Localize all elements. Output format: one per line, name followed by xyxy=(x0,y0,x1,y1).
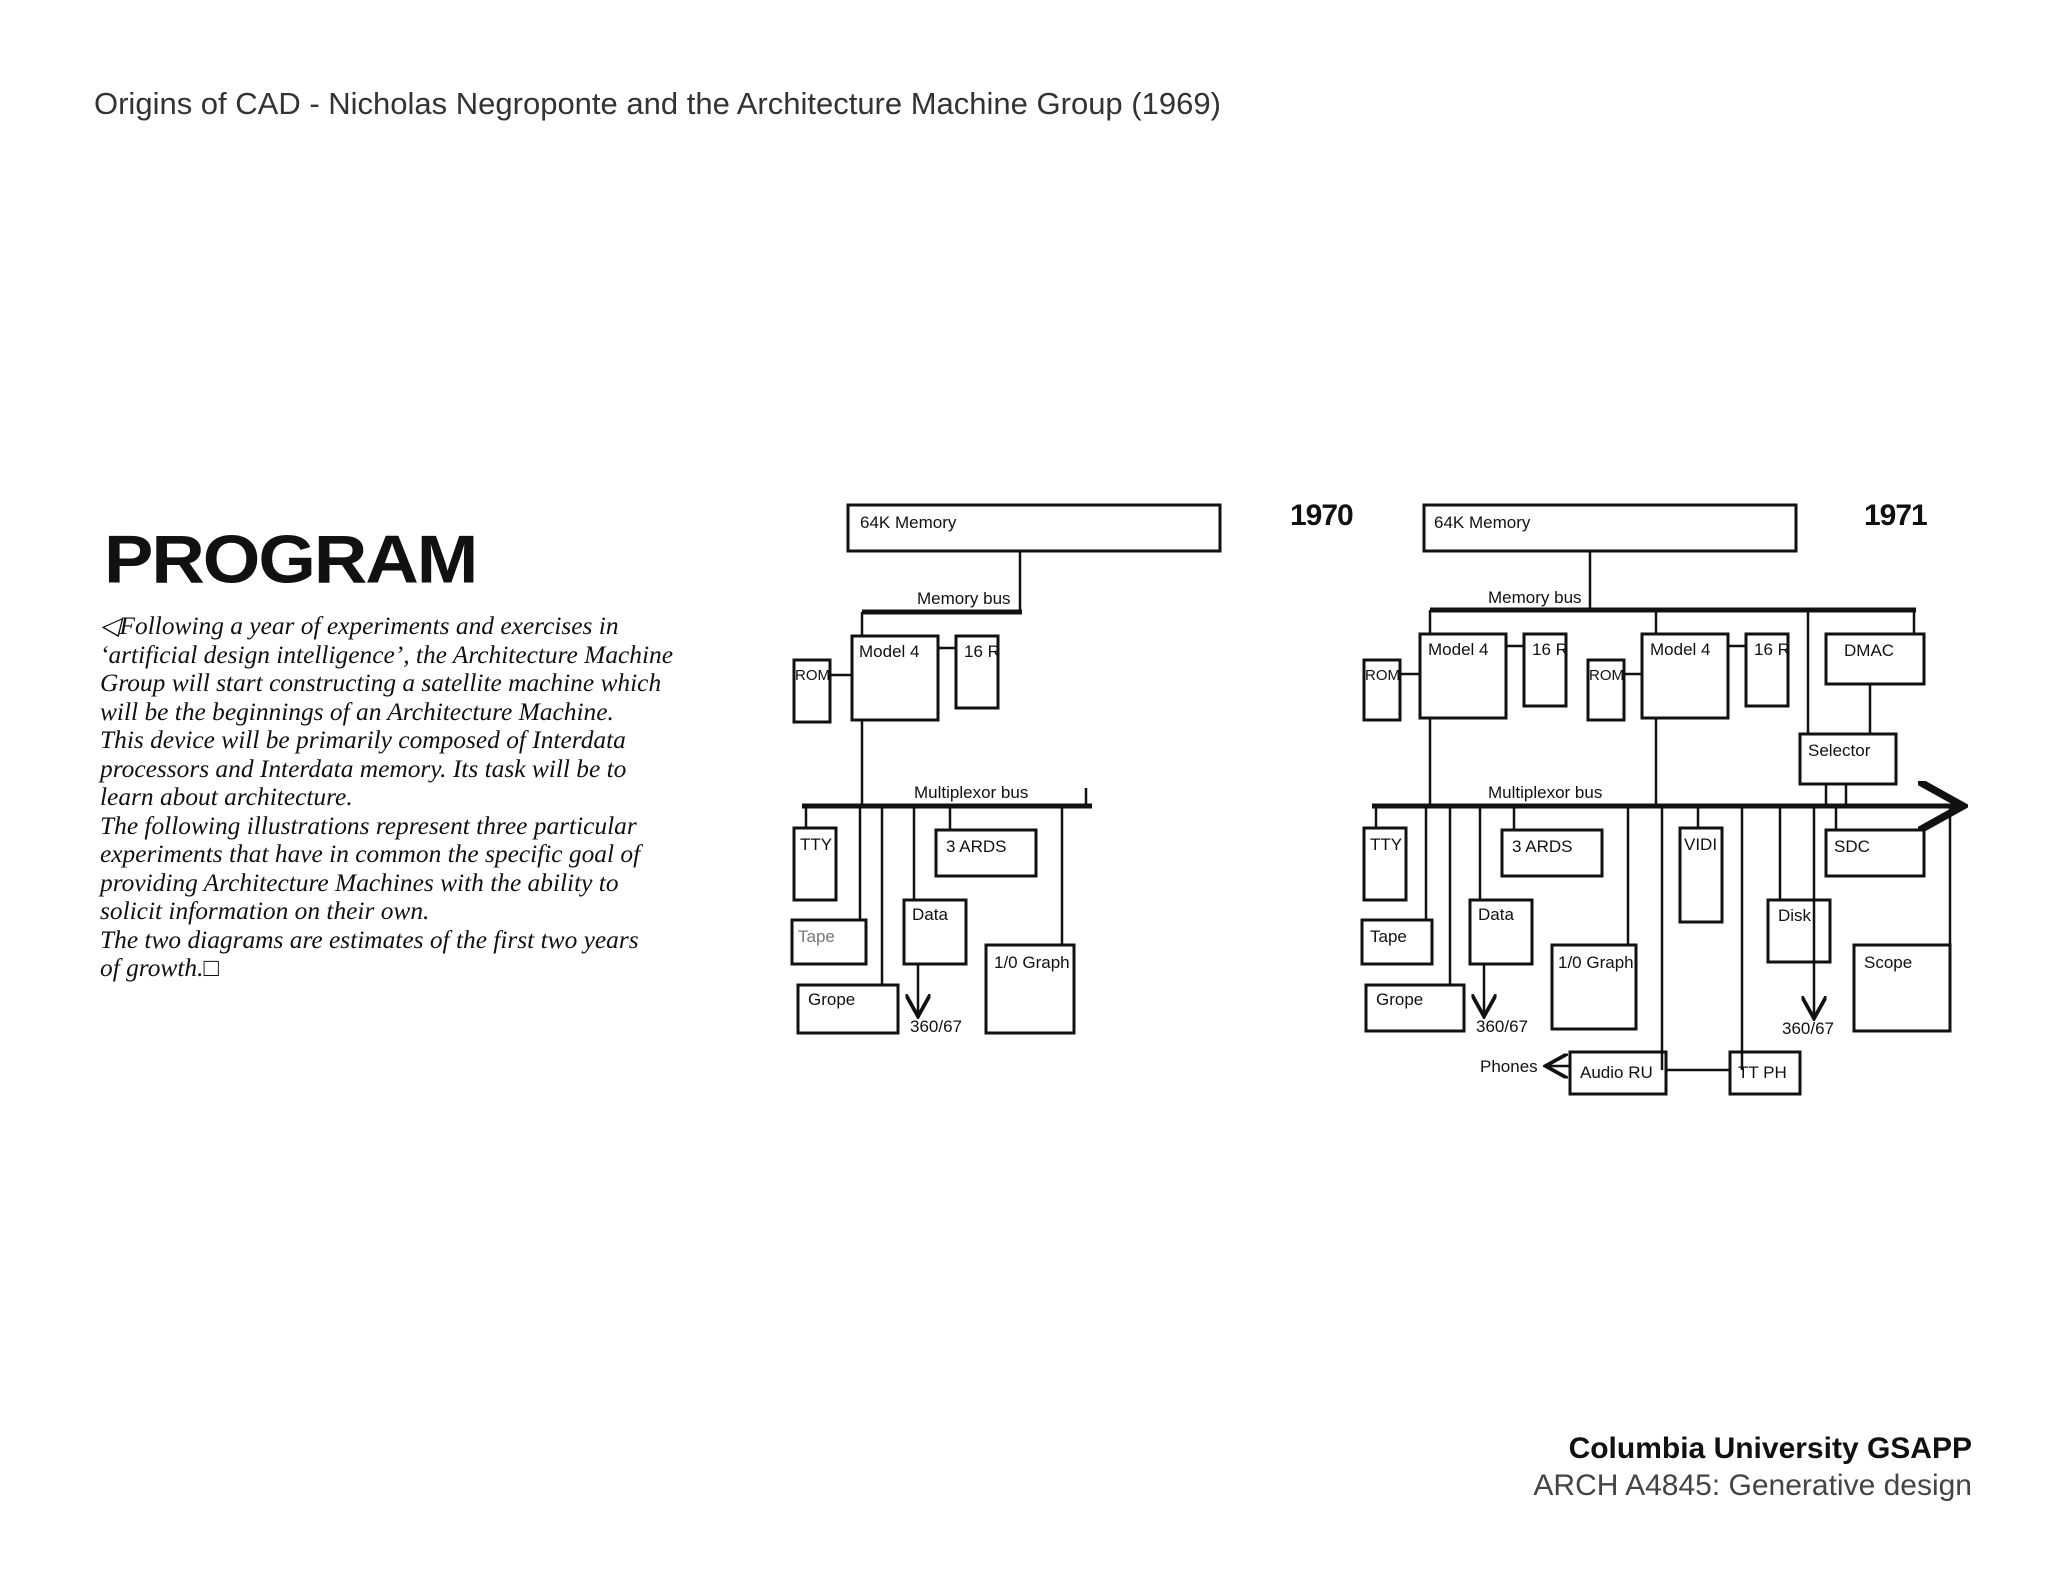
memory-label: 64K Memory xyxy=(860,513,957,532)
memory-label: 64K Memory xyxy=(1434,513,1531,532)
mainframe-a-label: 360/67 xyxy=(1476,1017,1528,1036)
rom-b-label: ROM xyxy=(1589,667,1624,684)
rom-a-label: ROM xyxy=(1365,667,1400,684)
mainframe-b-label: 360/67 xyxy=(1782,1019,1834,1038)
grope-label: Grope xyxy=(808,990,856,1009)
mux-bus-label: Multiplexor bus xyxy=(1488,783,1603,802)
program-line: learn about architecture. xyxy=(100,783,353,811)
footer-organization: Columbia University GSAPP xyxy=(1568,1432,1972,1465)
tty-label: TTY xyxy=(800,835,833,854)
graph-label: 1/0 Graph xyxy=(994,953,1070,972)
year-label-1971: 1971 xyxy=(1864,499,1927,532)
model4-a-label: Model 4 xyxy=(1428,640,1489,659)
program-line: will be the beginnings of an Architecture Machine. xyxy=(100,697,614,726)
tape-label: Tape xyxy=(798,927,835,946)
program-line: This device will be primarily composed of Interdata xyxy=(100,726,626,754)
diagram-1970 xyxy=(792,499,1353,1036)
program-line: ‘artificial design intelligence’, the Architecture Machine xyxy=(100,640,673,669)
ards-label: 3 ARDS xyxy=(946,837,1007,856)
program-line: Group will start constructing a satellite machine which xyxy=(100,669,662,697)
mux-bus-label: Multiplexor bus xyxy=(914,783,1029,802)
mainframe-label: 360/67 xyxy=(910,1017,962,1036)
grope-label: Grope xyxy=(1376,990,1424,1009)
program-line: of growth.□ xyxy=(100,954,219,982)
memory-bus-label: Memory bus xyxy=(1488,588,1582,607)
register-a-label: 16 R xyxy=(1532,640,1568,659)
year-label-1970: 1970 xyxy=(1290,499,1353,532)
slide-title: Origins of CAD - Nicholas Negroponte and the Architecture Machine Group (1969) xyxy=(94,86,1221,121)
data-label: Data xyxy=(1478,905,1514,924)
tty-label: TTY xyxy=(1370,835,1403,854)
sdc-label: SDC xyxy=(1834,837,1870,856)
program-line: providing Architecture Machines with the ability to xyxy=(100,868,619,897)
ards-label: 3 ARDS xyxy=(1512,837,1573,856)
graph-label: 1/0 Graph xyxy=(1558,953,1634,972)
rom-label: ROM xyxy=(795,667,830,684)
dmac-label: DMAC xyxy=(1844,641,1895,660)
model4-b-label: Model 4 xyxy=(1650,640,1711,659)
scope-label: Scope xyxy=(1864,953,1913,972)
program-line: processors and Interdata memory. Its task will be to xyxy=(100,754,627,783)
phones-label: Phones xyxy=(1480,1057,1538,1076)
disk-label: Disk xyxy=(1778,906,1812,925)
model4-label: Model 4 xyxy=(859,642,920,661)
program-line: solicit information on their own. xyxy=(100,897,430,925)
tape-label: Tape xyxy=(1370,927,1407,946)
register-label: 16 R xyxy=(964,642,1000,661)
register-b-label: 16 R xyxy=(1754,640,1790,659)
program-line: The two diagrams are estimates of the first two years xyxy=(100,925,639,954)
vidi-label: VIDI xyxy=(1684,835,1718,854)
audio-label: Audio RU xyxy=(1580,1063,1653,1082)
program-line: The following illustrations represent three particular xyxy=(100,811,637,840)
program-line: experiments that have in common the specific goal of xyxy=(100,840,641,868)
program-heading: PROGRAM xyxy=(104,520,477,598)
footer-course: ARCH A4845: Generative design xyxy=(1533,1469,1972,1502)
data-label: Data xyxy=(912,905,948,924)
ttph-label: TT PH xyxy=(1738,1063,1787,1082)
memory-bus-label: Memory bus xyxy=(917,589,1011,608)
program-line: ◁Following a year of experiments and exercises in xyxy=(100,612,619,640)
diagram-1971 xyxy=(1362,499,1958,1094)
selector-label: Selector xyxy=(1808,741,1871,760)
